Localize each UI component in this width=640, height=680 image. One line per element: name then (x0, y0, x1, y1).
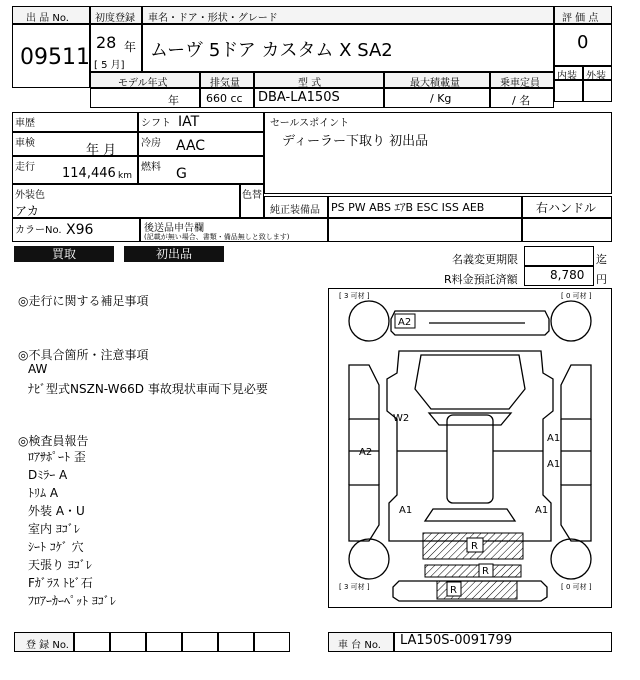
defects-heading: ◎不具合箇所・注意事項 (18, 348, 149, 362)
sales-point-label: セールスポイント (270, 118, 350, 129)
diagram-label: [ 3 可材 ] (339, 583, 370, 591)
inspector-item: 室内 ﾖｺﾞﾚ (28, 522, 80, 536)
first-listing-tag: 初出品 (124, 246, 224, 262)
color-cell (12, 184, 240, 218)
inspector-heading: ◎検査員報告 (18, 434, 89, 448)
rename-box (524, 246, 594, 266)
shift-label: シフト (141, 118, 171, 129)
reg-year-unit: 年 (124, 40, 137, 54)
equipment-extra-cell (328, 218, 522, 242)
reg-month: [ 5 月] (94, 60, 125, 71)
damage-mark: A1 (399, 505, 413, 516)
max-load-value: / Kg (430, 92, 452, 105)
reg-no-cell-2 (110, 632, 146, 652)
shift-value: IAT (178, 114, 200, 130)
recycle-unit: 円 (596, 273, 607, 286)
color-no-value: X96 (66, 222, 94, 238)
color-value: アカ (15, 204, 39, 218)
damage-mark: A2 (398, 317, 412, 328)
type-value: DBA-LA150S (258, 90, 340, 105)
mileage-unit: km (118, 171, 132, 181)
reg-year: 28 (96, 33, 117, 52)
interior-label: 内装 (557, 71, 577, 82)
displacement-label: 排気量 (210, 78, 240, 89)
type-label: 型 式 (298, 78, 322, 89)
defect-item: AW (28, 362, 48, 376)
damage-mark: A1 (547, 459, 561, 470)
reg-no-cell-6 (254, 632, 290, 652)
diagram-label: [ 0 可材 ] (561, 583, 592, 591)
capacity-value: / 名 (512, 94, 531, 107)
color-label: 外装色 (15, 190, 45, 201)
model-year-label: モデル年式 (118, 78, 168, 89)
reg-no-cell-3 (146, 632, 182, 652)
ac-label: 冷房 (141, 138, 161, 149)
car-diagram (328, 288, 612, 608)
purchase-tag: 買取 (14, 246, 114, 262)
rating-label: 評 価 点 (562, 13, 599, 24)
inspector-item: Fｶﾞﾗｽ ﾄﾋﾞ石 (28, 576, 93, 590)
rename-label: 名義変更期限 (452, 253, 518, 266)
color-change-label: 色替 (242, 190, 262, 201)
exterior-score-cell (583, 80, 612, 102)
rename-unit: 迄 (596, 253, 607, 266)
damage-mark: A1 (535, 505, 549, 516)
inspector-item: ｼｰﾄ ｺｹﾞ 穴 (28, 540, 84, 554)
equipment-value: PS PW ABS ｴｱB ESC ISS AEB (331, 201, 485, 214)
lot-no-label: 出 品 No. (26, 13, 69, 24)
car-name-label: 車名・ドア・形状・グレード (148, 13, 278, 24)
inspector-item: 天張り ﾖｺﾞﾚ (28, 558, 92, 572)
recycle-label: R料金預託済額 (444, 273, 518, 286)
handle-value: 右ハンドル (536, 201, 597, 215)
model-year-unit: 年 (168, 94, 179, 107)
reg-no-label: 登 録 No. (26, 640, 69, 651)
max-load-label: 最大積載量 (410, 78, 460, 89)
rating-value: 0 (577, 32, 589, 53)
inspection-label: 車検 (15, 138, 35, 149)
recycle-amount: 8,780 (550, 268, 585, 282)
chassis-label: 車 台 No. (338, 640, 381, 651)
fuel-value: G (176, 166, 187, 182)
inspection-value: 年 月 (86, 143, 117, 158)
reg-no-cell-4 (182, 632, 218, 652)
equipment-label: 純正装備品 (270, 205, 320, 216)
damage-mark: W2 (393, 413, 410, 424)
diagram-label: [ 0 可材 ] (561, 292, 592, 300)
defect-item: ﾅﾋﾞ型式NSZN-W66D 事故現状車両下見必要 (28, 382, 268, 396)
displacement-value: 660 cc (206, 92, 243, 105)
inspector-item: 外装 A・U (28, 504, 85, 518)
damage-mark: R (482, 566, 489, 577)
capacity-label: 乗車定員 (500, 78, 540, 89)
damage-mark: A2 (359, 447, 373, 458)
inspector-item: ﾛｱｻﾎﾟｰﾄ 歪 (28, 450, 86, 464)
color-no-label: カラーNo. (15, 225, 62, 236)
reg-no-cell-1 (74, 632, 110, 652)
handle-extra-cell (522, 218, 612, 242)
sales-point-value: ディーラー下取り 初出品 (282, 134, 429, 149)
fuel-label: 燃料 (141, 162, 161, 173)
driving-heading: ◎走行に関する補足事項 (18, 294, 149, 308)
reg-no-cell-5 (218, 632, 254, 652)
aftermarket-label: 後送品申告欄 (144, 223, 204, 234)
interior-score-cell (554, 80, 583, 102)
damage-mark: R (450, 585, 457, 596)
model-year-cell (90, 88, 200, 108)
inspector-item: ﾌﾛｱｰｶｰﾍﾟｯﾄ ﾖｺﾞﾚ (28, 594, 116, 608)
inspector-item: Dﾐﾗｰ A (28, 468, 68, 482)
lot-no: 09511 (20, 45, 90, 70)
mileage-label: 走行 (15, 162, 35, 173)
diagram-label: [ 3 可材 ] (339, 292, 370, 300)
inspector-item: ﾄﾘﾑ A (28, 486, 59, 500)
history-label: 車歴 (15, 118, 35, 129)
exterior-label: 外装 (586, 71, 606, 82)
ac-value: AAC (176, 138, 206, 154)
damage-mark: R (471, 541, 478, 552)
mileage-value: 114,446 (62, 166, 116, 181)
reg-label: 初度登録 (95, 13, 135, 24)
aftermarket-note: (記載が無い場合、書類・備品無しと致します) (144, 233, 290, 241)
chassis-value: LA150S-0091799 (400, 633, 513, 648)
car-name: ムーヴ 5ドア カスタム X SA2 (150, 40, 393, 61)
damage-mark: A1 (547, 433, 561, 444)
